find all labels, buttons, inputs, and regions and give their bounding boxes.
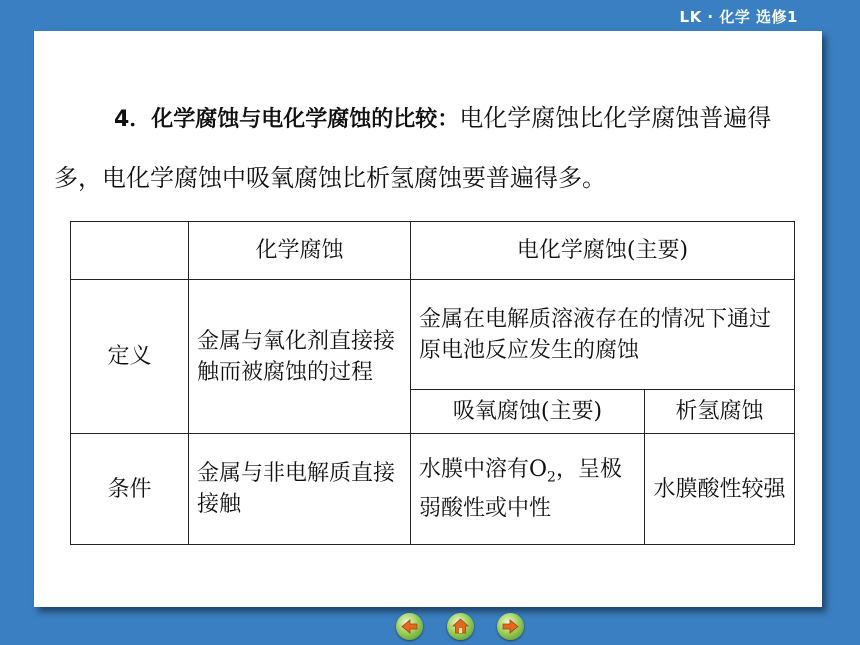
- comparison-table: [70, 221, 795, 545]
- course-label: LK · 化学 选修1: [679, 8, 798, 26]
- subheader-hydrogen: 析氢腐蚀: [645, 390, 795, 434]
- header-electrochemical: 电化学腐蚀(主要): [411, 222, 795, 280]
- condition-oxygen-pre: 水膜中溶有O: [419, 456, 548, 482]
- condition-chemical: 金属与非电解质直接接触: [189, 434, 411, 545]
- forward-button[interactable]: [497, 613, 524, 640]
- subheader-oxygen: 吸氧腐蚀(主要): [411, 390, 645, 434]
- home-icon: [452, 618, 469, 635]
- label-condition: 条件: [71, 434, 189, 545]
- intro-body: 电化学腐蚀比化学腐蚀普遍得多，电化学腐蚀中吸氧腐蚀比析氢腐蚀要普遍得多。: [54, 104, 772, 192]
- condition-hydrogen: 水膜酸性较强: [645, 434, 795, 545]
- slide-panel: [34, 31, 822, 607]
- forward-arrow-icon: [502, 618, 519, 635]
- home-button[interactable]: [447, 613, 474, 640]
- header-chemical: 化学腐蚀: [189, 222, 411, 280]
- back-arrow-icon: [401, 618, 418, 635]
- condition-oxygen-subscript: 2: [547, 469, 556, 486]
- intro-paragraph: [54, 89, 814, 207]
- label-definition: 定义: [71, 280, 189, 434]
- definition-chemical: 金属与氧化剂直接接触而被腐蚀的过程: [189, 280, 411, 434]
- corner-cell: [71, 222, 189, 280]
- back-button[interactable]: [396, 613, 423, 640]
- intro-lead: 4．化学腐蚀与电化学腐蚀的比较：: [114, 107, 460, 132]
- definition-electrochemical: 金属在电解质溶液存在的情况下通过原电池反应发生的腐蚀: [411, 280, 795, 390]
- condition-oxygen: [411, 434, 645, 545]
- table-row-condition: [71, 434, 795, 545]
- table-header-row: [71, 222, 795, 280]
- condition-oxygen-post: ，呈极弱酸性或中性: [419, 456, 622, 522]
- table-row-definition: [71, 280, 795, 390]
